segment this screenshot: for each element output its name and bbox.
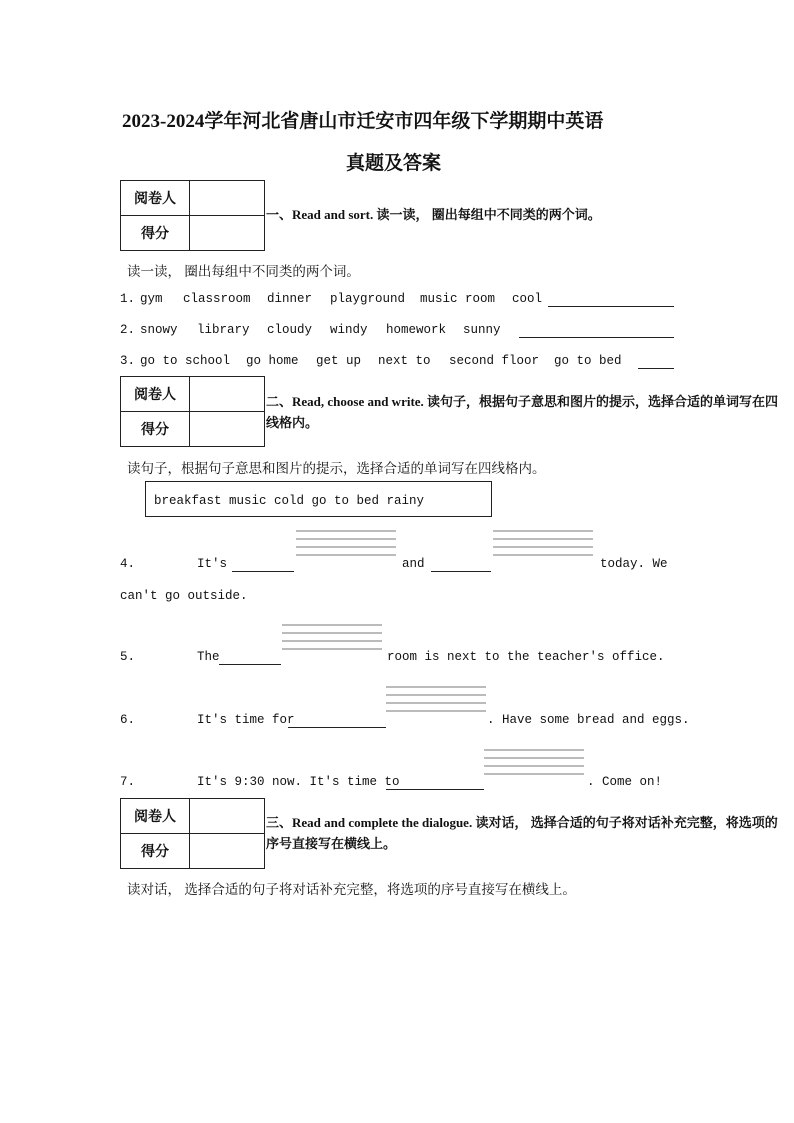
four-line-grid[interactable] bbox=[484, 749, 584, 783]
q3-num: 3. bbox=[120, 354, 136, 368]
answer-line[interactable] bbox=[431, 571, 491, 572]
four-line-grid[interactable] bbox=[282, 624, 382, 658]
q1-word[interactable]: cool bbox=[512, 292, 543, 306]
section2-title: 二、Read, choose and write. 读句子，根据句子意思和图片的提示，选择合适的单词写在四线格内。 bbox=[266, 394, 779, 430]
answer-line[interactable] bbox=[638, 368, 674, 369]
score-field[interactable] bbox=[190, 834, 265, 869]
answer-line[interactable] bbox=[232, 571, 294, 572]
q4-num: 4. bbox=[120, 557, 136, 571]
q3-word[interactable]: go to school bbox=[140, 354, 231, 368]
q7-text: It's 9:30 now. It's time to bbox=[197, 775, 400, 789]
four-line-grid[interactable] bbox=[386, 686, 486, 720]
q2-word[interactable]: snowy bbox=[140, 323, 178, 337]
score-box-1 bbox=[120, 180, 265, 251]
answer-line[interactable] bbox=[386, 789, 484, 790]
answer-line[interactable] bbox=[288, 727, 386, 728]
score-label: 得分 bbox=[121, 834, 190, 869]
q5-text: room is next to the teacher's office. bbox=[387, 650, 665, 664]
score-field[interactable] bbox=[190, 412, 265, 447]
q5-num: 5. bbox=[120, 650, 136, 664]
q2-word[interactable]: sunny bbox=[463, 323, 501, 337]
q3-word[interactable]: go home bbox=[246, 354, 299, 368]
reviewer-field[interactable] bbox=[190, 181, 265, 216]
reviewer-label: 阅卷人 bbox=[121, 799, 190, 834]
page-title: 2023-2024学年河北省唐山市迁安市四年级下学期期中英语 bbox=[122, 111, 604, 132]
q4-text: and bbox=[402, 557, 425, 571]
q3-word[interactable]: second floor bbox=[449, 354, 540, 368]
reviewer-field[interactable] bbox=[190, 799, 265, 834]
section2-instruction: 读句子，根据句子意思和图片的提示，选择合适的单词写在四线格内。 bbox=[127, 461, 546, 476]
q6-text: It's time for bbox=[197, 713, 295, 727]
q4-text: today. We bbox=[600, 557, 668, 571]
q7-text: . Come on! bbox=[587, 775, 663, 789]
q1-word[interactable]: gym bbox=[140, 292, 163, 306]
q2-word[interactable]: windy bbox=[330, 323, 368, 337]
q4-text: can't go outside. bbox=[120, 589, 248, 603]
q3-word[interactable]: get up bbox=[316, 354, 362, 368]
reviewer-field[interactable] bbox=[190, 377, 265, 412]
q1-word[interactable]: dinner bbox=[267, 292, 313, 306]
q5-text: The bbox=[197, 650, 220, 664]
q6-num: 6. bbox=[120, 713, 136, 727]
answer-line[interactable] bbox=[219, 664, 281, 665]
q1-word[interactable]: playground bbox=[330, 292, 406, 306]
score-box-2 bbox=[120, 376, 265, 447]
q2-word[interactable]: library bbox=[197, 323, 250, 337]
q7-num: 7. bbox=[120, 775, 136, 789]
q1-num: 1. bbox=[120, 292, 136, 306]
q3-word[interactable]: go to bed bbox=[554, 354, 622, 368]
section1-title: 一、Read and sort. 读一读， 圈出每组中不同类的两个词。 bbox=[266, 207, 601, 222]
answer-line[interactable] bbox=[548, 306, 674, 307]
section3-title: 三、Read and complete the dialogue. 读对话， 选择合适的句子将对话补充完整，将选项的序号直接写在横线上。 bbox=[266, 815, 778, 851]
q2-word[interactable]: homework bbox=[386, 323, 447, 337]
score-label: 得分 bbox=[121, 216, 190, 251]
q1-word[interactable]: classroom bbox=[183, 292, 251, 306]
four-line-grid[interactable] bbox=[493, 530, 593, 564]
section1-instruction: 读一读， 圈出每组中不同类的两个词。 bbox=[127, 264, 360, 279]
score-field[interactable] bbox=[190, 216, 265, 251]
reviewer-label: 阅卷人 bbox=[121, 377, 190, 412]
answer-line[interactable] bbox=[519, 337, 674, 338]
q4-text: It's bbox=[197, 557, 228, 571]
q6-text: . Have some bread and eggs. bbox=[487, 713, 690, 727]
score-box-3 bbox=[120, 798, 265, 869]
four-line-grid[interactable] bbox=[296, 530, 396, 564]
score-label: 得分 bbox=[121, 412, 190, 447]
page-subtitle: 真题及答案 bbox=[346, 153, 442, 174]
q2-word[interactable]: cloudy bbox=[267, 323, 313, 337]
section3-instruction: 读对话， 选择合适的句子将对话补充完整，将选项的序号直接写在横线上。 bbox=[127, 882, 576, 897]
q3-word[interactable]: next to bbox=[378, 354, 431, 368]
word-bank: breakfast music cold go to bed rainy bbox=[154, 494, 425, 508]
q2-num: 2. bbox=[120, 323, 136, 337]
reviewer-label: 阅卷人 bbox=[121, 181, 190, 216]
q1-word[interactable]: music room bbox=[420, 292, 496, 306]
